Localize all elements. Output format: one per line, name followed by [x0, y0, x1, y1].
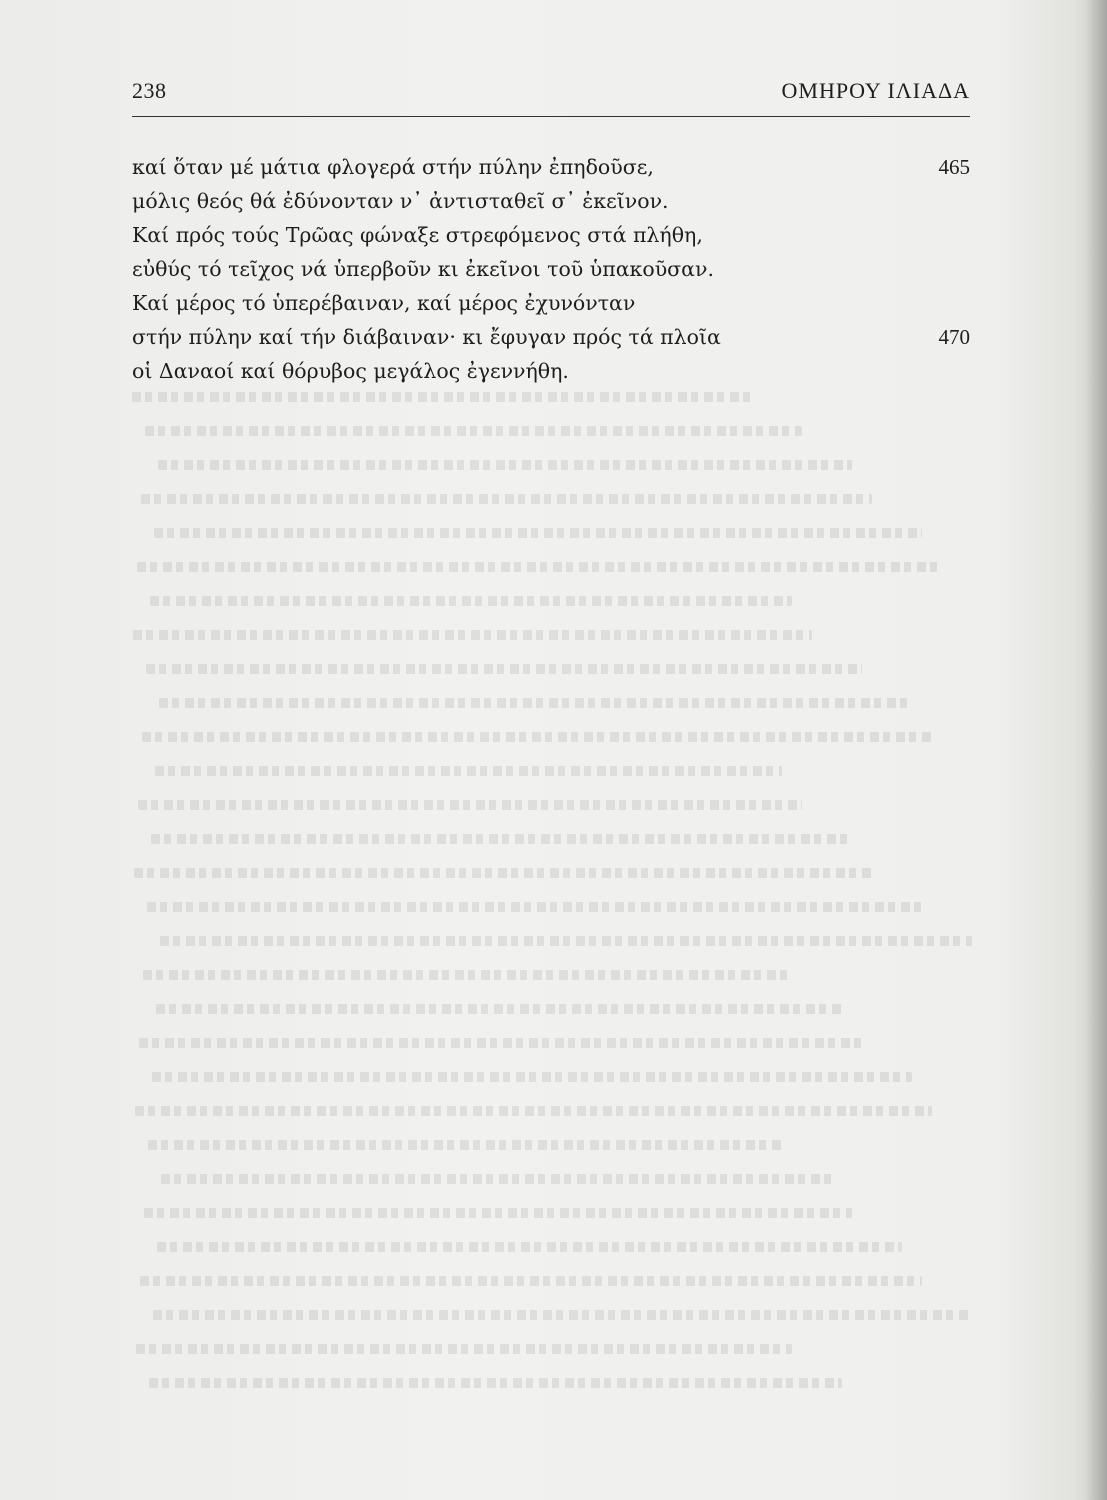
show-through-line	[161, 1174, 832, 1184]
show-through-line	[138, 800, 802, 810]
show-through-line	[155, 766, 782, 776]
verse-text: Καί μέρος τό ὑπερέβαιναν, καί μέρος ἐχυνόνταν	[132, 291, 636, 315]
verse-text: μόλις θεός θά ἐδύνονταν ν᾽ ἀντισταθεῖ σ᾽ ἐκεῖνον.	[132, 189, 669, 213]
running-head: ΟΜΗΡΟΥ ΙΛΙΑΔΑ	[781, 78, 970, 103]
show-through-line	[156, 1004, 842, 1014]
verse-line	[132, 354, 970, 388]
show-through-line	[149, 1378, 842, 1388]
show-through-line	[158, 460, 852, 470]
verse-line	[132, 320, 970, 354]
show-through-line	[154, 528, 922, 538]
verse-text: καί ὅταν μέ μάτια φλογερά στήν πύλην ἐπηδοῦσε,	[132, 155, 654, 179]
verse-text: στήν πύλην καί τήν διάβαιναν· κι ἔφυγαν πρός τά πλοῖα	[132, 325, 721, 349]
verse-line	[132, 286, 970, 320]
verse-line	[132, 218, 970, 252]
show-through-line	[151, 834, 852, 844]
page-header	[132, 78, 970, 112]
show-through-line	[153, 1310, 972, 1320]
page-edge-shadow	[1085, 0, 1107, 1500]
show-through-line	[140, 1276, 922, 1286]
verse-text: Καί πρός τούς Τρῶας φώναξε στρεφόμενος στά πλήθη,	[132, 223, 703, 247]
verse-line	[132, 184, 970, 218]
header-rule	[132, 116, 970, 117]
show-through-line	[157, 1242, 902, 1252]
show-through-line	[160, 936, 972, 946]
show-through-line	[133, 630, 812, 640]
show-through-line	[142, 732, 932, 742]
show-through-line	[159, 698, 912, 708]
page-number: 238	[132, 78, 167, 103]
verse-block	[132, 150, 970, 388]
show-through-line	[137, 562, 942, 572]
show-through-line	[136, 1344, 792, 1354]
show-through-texture	[132, 380, 972, 1400]
verse-text: οἱ Δαναοί καί θόρυβος μεγάλος ἐγεννήθη.	[132, 359, 569, 383]
verse-line	[132, 150, 970, 184]
show-through-line	[148, 1140, 782, 1150]
show-through-line	[139, 1038, 862, 1048]
show-through-line	[134, 868, 872, 878]
verse-number: 465	[938, 155, 970, 179]
show-through-line	[132, 392, 752, 402]
show-through-line	[145, 426, 802, 436]
verse-number: 470	[938, 325, 970, 349]
show-through-line	[141, 494, 872, 504]
show-through-line	[147, 902, 922, 912]
show-through-line	[152, 1072, 912, 1082]
show-through-line	[135, 1106, 932, 1116]
verse-text: εὐθύς τό τεῖχος νά ὑπερβοῦν κι ἐκεῖνοι τοῦ ὑπακοῦσαν.	[132, 257, 714, 281]
verse-line	[132, 252, 970, 286]
show-through-line	[150, 596, 792, 606]
show-through-line	[146, 664, 862, 674]
show-through-line	[143, 970, 792, 980]
show-through-line	[144, 1208, 852, 1218]
